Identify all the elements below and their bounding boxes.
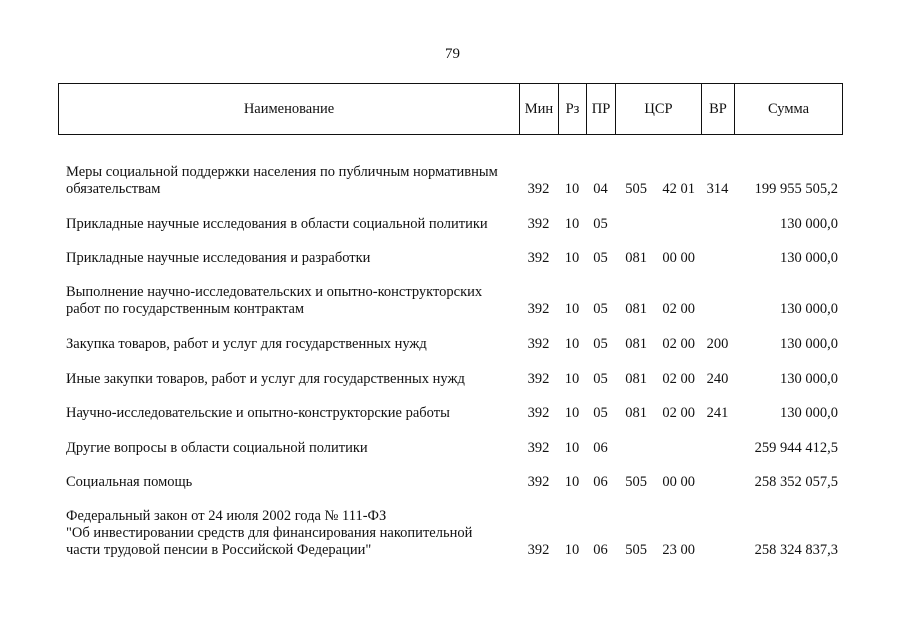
header-sum: Сумма	[735, 84, 843, 135]
row-rz: 10	[564, 181, 580, 197]
row-name: Социальная помощь	[66, 474, 193, 490]
row-pr: 05	[593, 250, 608, 266]
table-header	[58, 83, 843, 135]
row-sum: 258 352 057,5	[754, 474, 838, 490]
row-name: Федеральный закон от 24 июля 2002 года № 111-ФЗ "Об инвестировании средств для финансирования накопительной части трудовой пенсии в Российской Федерации"	[66, 508, 473, 558]
row-min: 392	[527, 216, 550, 232]
row-min: 392	[527, 371, 550, 387]
row-min: 392	[527, 405, 550, 421]
row-sum: 130 000,0	[780, 250, 838, 266]
row-pr: 05	[593, 371, 608, 387]
row-csr-program: 081	[625, 371, 647, 387]
row-csr	[615, 457, 701, 491]
row-rz: 10	[564, 474, 580, 490]
row-vr	[701, 198, 734, 233]
table-row	[58, 198, 842, 233]
table-row	[58, 491, 842, 559]
row-vr	[701, 233, 734, 267]
row-rz: 10	[564, 336, 580, 352]
table-row	[58, 422, 842, 457]
row-name: Другие вопросы в области социальной политики	[66, 440, 368, 456]
row-pr: 04	[593, 181, 608, 197]
row-csr-program: 505	[625, 181, 647, 197]
row-rz: 10	[564, 371, 580, 387]
row-csr	[615, 318, 701, 353]
row-csr	[615, 388, 701, 422]
row-name: Прикладные научные исследования в области социальной политики	[66, 216, 488, 232]
row-rz: 10	[564, 405, 580, 421]
row-csr-subprogram: 42 01	[662, 181, 695, 197]
table-row	[58, 233, 842, 267]
row-name: Научно-исследовательские и опытно-конструкторские работы	[66, 405, 450, 421]
row-pr: 06	[593, 440, 608, 456]
row-rz: 10	[564, 216, 580, 232]
table-row	[58, 146, 842, 198]
table-row	[58, 353, 842, 388]
table-row	[58, 388, 842, 422]
row-csr-subprogram: 23 00	[662, 542, 695, 558]
header-min: Мин	[520, 84, 559, 135]
row-csr-program: 081	[625, 250, 647, 266]
row-min: 392	[527, 474, 550, 490]
row-csr	[615, 198, 701, 233]
row-csr-subprogram: 00 00	[662, 474, 695, 490]
row-csr-subprogram: 02 00	[662, 301, 695, 317]
row-csr-subprogram: 02 00	[662, 371, 695, 387]
row-sum: 130 000,0	[780, 301, 838, 317]
table-row	[58, 457, 842, 491]
table-row	[58, 318, 842, 353]
row-csr	[615, 233, 701, 267]
row-sum: 130 000,0	[780, 405, 838, 421]
row-vr: 241	[706, 405, 729, 421]
row-vr: 200	[706, 336, 729, 352]
row-name: Прикладные научные исследования и разработки	[66, 250, 371, 266]
row-min: 392	[527, 542, 550, 558]
row-sum: 259 944 412,5	[754, 440, 838, 456]
row-csr-subprogram: 00 00	[662, 250, 695, 266]
row-name: Закупка товаров, работ и услуг для государственных нужд	[66, 336, 427, 352]
page-number: 79	[445, 46, 460, 62]
row-csr	[615, 422, 701, 457]
row-min: 392	[527, 250, 550, 266]
row-sum: 258 324 837,3	[754, 542, 838, 558]
row-vr	[701, 422, 734, 457]
row-vr	[701, 457, 734, 491]
row-csr-program: 081	[625, 336, 647, 352]
row-min: 392	[527, 301, 550, 317]
header-vr: ВР	[702, 84, 735, 135]
row-rz: 10	[564, 440, 580, 456]
row-vr	[701, 491, 734, 559]
row-sum: 130 000,0	[780, 216, 838, 232]
row-rz: 10	[564, 301, 580, 317]
row-csr	[615, 353, 701, 388]
header-pr: ПР	[587, 84, 616, 135]
row-csr	[615, 146, 701, 198]
row-csr	[615, 267, 701, 318]
header-name: Наименование	[59, 84, 520, 135]
row-pr: 05	[593, 301, 608, 317]
row-name: Выполнение научно-исследовательских и опытно-конструкторских работ по государственным контрактам	[66, 284, 483, 317]
row-name: Меры социальной поддержки населения по публичным нормативным обязательствам	[66, 164, 498, 197]
row-pr: 06	[593, 474, 608, 490]
row-csr-program: 081	[625, 301, 647, 317]
row-pr: 05	[593, 216, 608, 232]
row-vr	[701, 267, 734, 318]
row-pr: 05	[593, 405, 608, 421]
header-rz: Рз	[559, 84, 587, 135]
row-csr-subprogram: 02 00	[662, 405, 695, 421]
row-csr-subprogram: 02 00	[662, 336, 695, 352]
row-min: 392	[527, 336, 550, 352]
row-sum: 199 955 505,2	[754, 181, 838, 197]
row-name: Иные закупки товаров, работ и услуг для государственных нужд	[66, 371, 465, 387]
row-csr-program: 505	[625, 542, 647, 558]
row-min: 392	[527, 181, 550, 197]
row-pr: 05	[593, 336, 608, 352]
row-csr-program: 081	[625, 405, 647, 421]
row-pr: 06	[593, 542, 608, 558]
row-vr: 240	[706, 371, 729, 387]
header-csr: ЦСР	[616, 84, 702, 135]
row-sum: 130 000,0	[780, 371, 838, 387]
row-csr-program: 505	[625, 474, 647, 490]
row-rz: 10	[564, 250, 580, 266]
budget-table	[58, 146, 842, 559]
row-vr: 314	[706, 181, 729, 197]
row-csr	[615, 491, 701, 559]
row-rz: 10	[564, 542, 580, 558]
row-min: 392	[527, 440, 550, 456]
table-row	[58, 267, 842, 318]
row-sum: 130 000,0	[780, 336, 838, 352]
